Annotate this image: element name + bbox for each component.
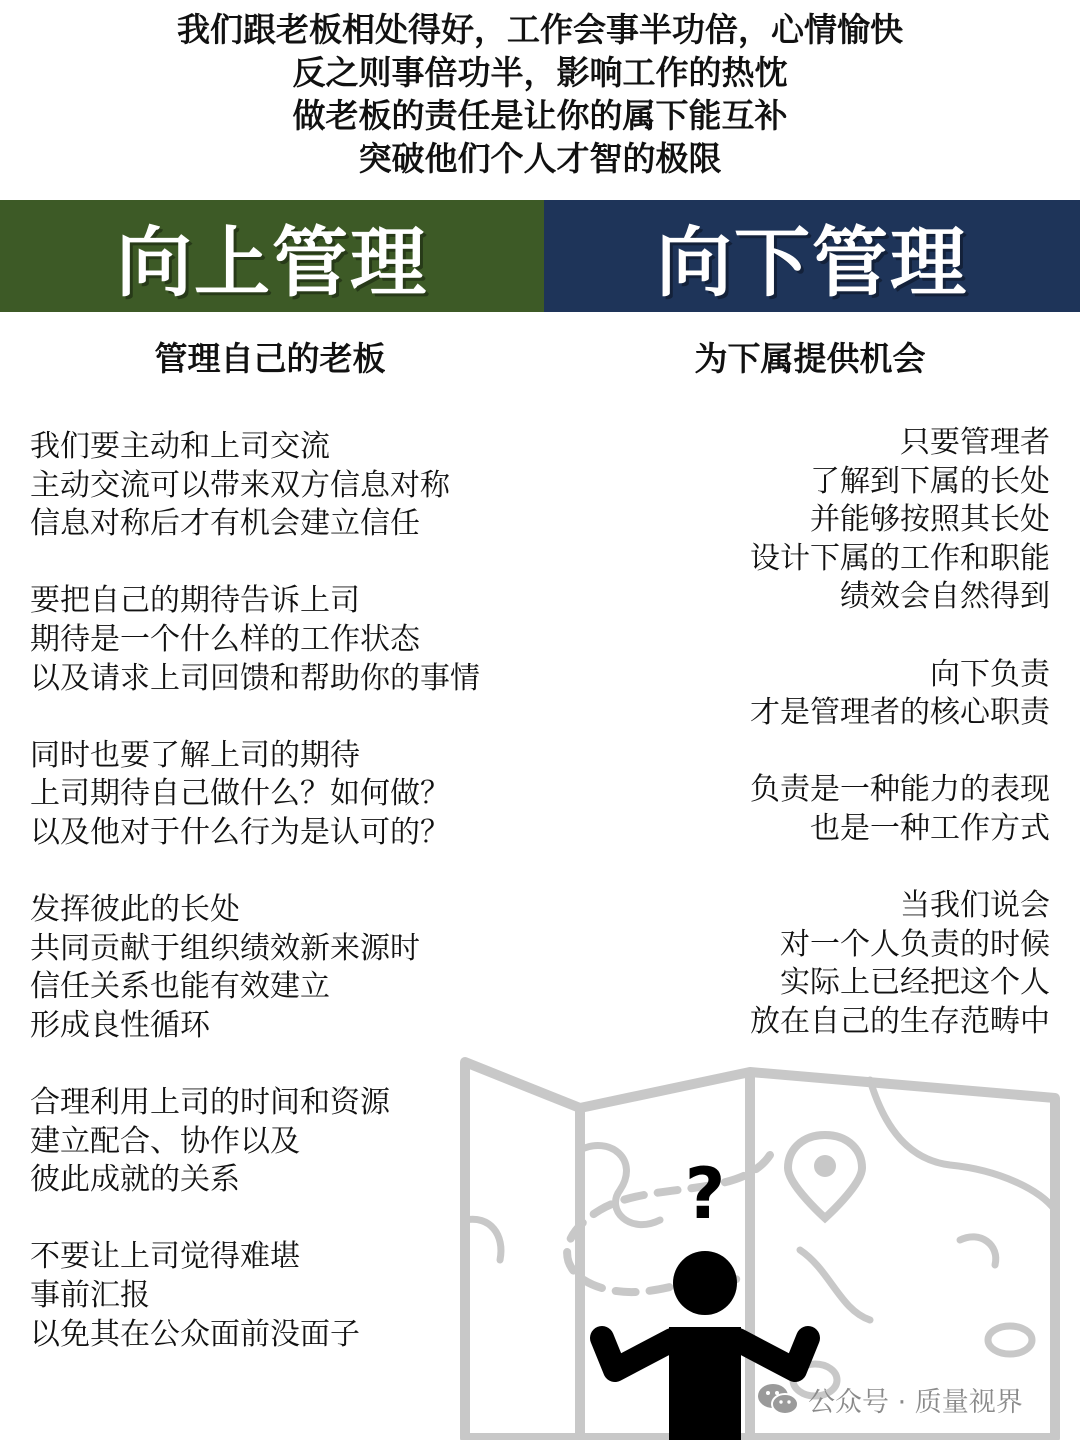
- location-pin-icon: [788, 1135, 862, 1218]
- left-paragraph: [30, 891, 530, 1045]
- dashed-route: [567, 1155, 770, 1292]
- wechat-icon: [756, 1381, 800, 1417]
- text-line: 形成良性循环: [30, 1007, 210, 1043]
- left-paragraph: [30, 737, 530, 853]
- question-mark-icon: ?: [684, 1153, 726, 1235]
- text-line: 放在自己的生存范畴中: [750, 1003, 1050, 1039]
- text-line: 彼此成就的关系: [30, 1162, 240, 1198]
- left-paragraph: [30, 428, 530, 544]
- upward-management-banner: 向上管理: [0, 200, 544, 312]
- text-line: 向下负责: [930, 656, 1050, 692]
- text-line: 主动交流可以带来双方信息对称: [30, 467, 450, 503]
- text-line: 信任关系也能有效建立: [30, 969, 330, 1005]
- text-line: 信息对称后才有机会建立信任: [30, 506, 420, 542]
- watermark: [756, 1377, 1023, 1421]
- downward-management-banner: 向下管理: [544, 200, 1080, 312]
- text-line: 上司期待自己做什么？如何做？: [30, 776, 450, 812]
- text-line: 以及请求上司回馈和帮助你的事情: [30, 660, 480, 696]
- right-paragraph: [530, 887, 1050, 1041]
- text-line: 我们要主动和上司交流: [30, 429, 330, 464]
- text-line: 实际上已经把这个人: [780, 965, 1050, 1001]
- text-line: 绩效会自然得到: [840, 579, 1050, 615]
- text-line: 期待是一个什么样的工作状态: [30, 621, 420, 657]
- text-line: 同时也要了解上司的期待: [30, 737, 360, 773]
- right-subtitle: 为下属提供机会: [694, 339, 926, 378]
- text-line: 对一个人负责的时候: [780, 926, 1050, 962]
- text-line: 不要让上司觉得难堪: [30, 1239, 300, 1275]
- text-line: 事前汇报: [30, 1278, 150, 1314]
- intro-block: [0, 8, 1080, 180]
- text-line: 以及他对于什么行为是认可的？: [30, 814, 450, 850]
- right-paragraph: [530, 656, 1050, 733]
- left-paragraph: [30, 582, 530, 698]
- text-line: 并能够按照其长处: [810, 502, 1050, 538]
- text-line: 要把自己的期待告诉上司: [30, 583, 360, 619]
- text-line: 只要管理者: [900, 425, 1050, 460]
- watermark-text: 公众号 · 质量视界: [808, 1386, 1023, 1418]
- right-paragraph: [530, 771, 1050, 848]
- intro-line: 反之则事倍功半，影响工作的热忱: [292, 53, 788, 92]
- intro-line: 突破他们个人才智的极限: [358, 139, 722, 178]
- text-line: 了解到下属的长处: [810, 463, 1050, 499]
- text-line: 也是一种工作方式: [810, 810, 1050, 846]
- intro-line: 做老板的责任是让你的属下能互补: [292, 96, 788, 135]
- text-line: 以免其在公众面前没面子: [30, 1316, 360, 1352]
- text-line: 共同贡献于组织绩效新来源时: [30, 930, 420, 966]
- text-line: 设计下属的工作和职能: [750, 540, 1050, 576]
- intro-line: 我们跟老板相处得好，工作会事半功倍，心情愉快: [177, 10, 903, 49]
- left-subtitle: 管理自己的老板: [154, 339, 386, 378]
- text-line: 负责是一种能力的表现: [750, 772, 1050, 808]
- right-column-text: [530, 424, 1050, 1080]
- text-line: 建立配合、协作以及: [30, 1123, 300, 1159]
- text-line: 才是管理者的核心职责: [750, 695, 1050, 731]
- text-line: 发挥彼此的长处: [30, 892, 240, 928]
- right-paragraph: [530, 424, 1050, 617]
- text-line: 当我们说会: [900, 888, 1050, 924]
- text-line: 合理利用上司的时间和资源: [30, 1085, 390, 1121]
